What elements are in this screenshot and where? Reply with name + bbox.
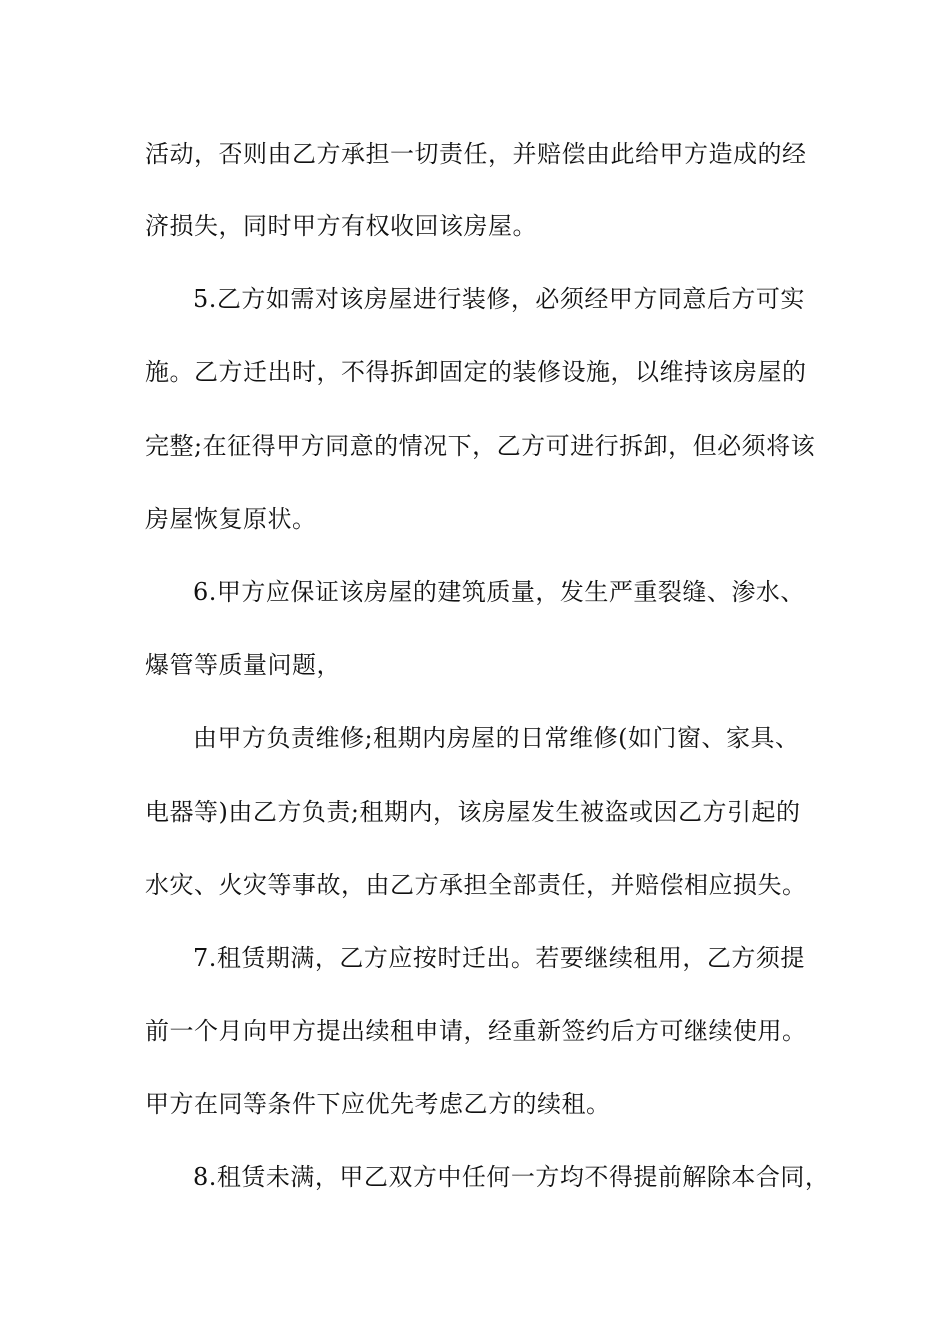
text-line: 房屋恢复原状。	[145, 505, 317, 533]
text-line: 完整;在征得甲方同意的情况下，乙方可进行拆卸，但必须将该	[145, 432, 816, 460]
paragraph-start-line: 5.乙方如需对该房屋进行装修，必须经甲方同意后方可实	[193, 285, 805, 313]
text-line: 甲方在同等条件下应优先考虑乙方的续租。	[145, 1090, 611, 1118]
text-line: 前一个月向甲方提出续租申请，经重新签约后方可继续使用。	[145, 1017, 807, 1045]
text-line: 电器等)由乙方负责;租期内，该房屋发生被盗或因乙方引起的	[145, 798, 801, 826]
text-line: 活动，否则由乙方承担一切责任，并赔偿由此给甲方造成的经	[145, 140, 807, 168]
paragraph-start-line: 8.租赁未满，甲乙双方中任何一方均不得提前解除本合同，	[193, 1163, 830, 1191]
paragraph-start-line: 7.租赁期满，乙方应按时迁出。若要继续租用，乙方须提	[193, 944, 805, 972]
paragraph-start-line: 由甲方负责维修;租期内房屋的日常维修(如门窗、家具、	[193, 724, 800, 752]
text-line: 水灾、火灾等事故，由乙方承担全部责任，并赔偿相应损失。	[145, 871, 807, 899]
text-line: 施。乙方迁出时，不得拆卸固定的装修设施，以维持该房屋的	[145, 358, 807, 386]
paragraph-start-line: 6.甲方应保证该房屋的建筑质量，发生严重裂缝、渗水、	[193, 578, 805, 606]
text-line: 济损失，同时甲方有权收回该房屋。	[145, 212, 537, 240]
text-line: 爆管等质量问题，	[145, 651, 341, 679]
